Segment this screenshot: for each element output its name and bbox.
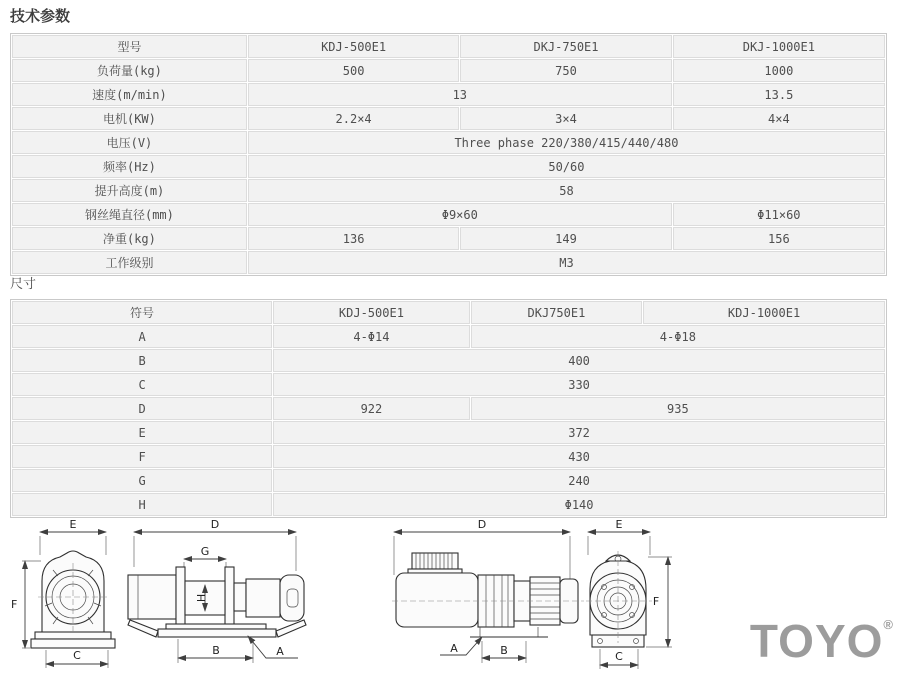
spec-row-speed xyxy=(12,83,885,106)
cell-rope-1: Φ9×60 xyxy=(248,203,672,226)
cell-sym-model-3: KDJ-1000E1 xyxy=(643,301,885,324)
cell-weight-1: 136 xyxy=(248,227,459,250)
row-label: 型号 xyxy=(12,35,247,58)
cell-model-3: DKJ-1000E1 xyxy=(673,35,885,58)
row-label: F xyxy=(12,445,272,468)
dim-label-a2: A xyxy=(450,642,458,655)
cell-rope-2: Φ11×60 xyxy=(673,203,885,226)
cell-lift-height: 58 xyxy=(248,179,885,202)
spec-row-work-class xyxy=(12,251,885,274)
cell-b: 400 xyxy=(273,349,885,372)
dim-label-a: A xyxy=(276,645,284,658)
row-label: 负荷量(kg) xyxy=(12,59,247,82)
dim-label-b2: B xyxy=(500,644,508,657)
row-label: C xyxy=(12,373,272,396)
dim-label-c2: C xyxy=(615,650,623,663)
end-view-right xyxy=(586,518,672,669)
cell-d-2: 935 xyxy=(471,397,885,420)
dim-row-g xyxy=(12,469,885,492)
toyo-logo-text: TOYO xyxy=(749,615,884,667)
row-label: 钢丝绳直径(mm) xyxy=(12,203,247,226)
dim-row-h xyxy=(12,493,885,516)
cell-work-class: M3 xyxy=(248,251,885,274)
spec-row-load xyxy=(12,59,885,82)
cell-model-2: DKJ-750E1 xyxy=(460,35,671,58)
front-view-left xyxy=(11,518,115,668)
cell-load-2: 750 xyxy=(460,59,671,82)
cell-weight-3: 156 xyxy=(673,227,885,250)
row-label: D xyxy=(12,397,272,420)
row-label: 频率(Hz) xyxy=(12,155,247,178)
spec-row-model xyxy=(12,35,885,58)
dim-label-h: H xyxy=(195,593,208,603)
row-label: 电压(V) xyxy=(12,131,247,154)
row-label: 符号 xyxy=(12,301,272,324)
cell-c: 330 xyxy=(273,373,885,396)
dim-label-f: F xyxy=(11,598,18,611)
cell-motor-2: 3×4 xyxy=(460,107,671,130)
dimensions-table xyxy=(10,299,887,518)
dim-label-c: C xyxy=(73,649,81,662)
cell-frequency: 50/60 xyxy=(248,155,885,178)
dim-label-b: B xyxy=(212,644,220,657)
clamp-handle-left xyxy=(128,620,158,637)
dim-row-d xyxy=(12,397,885,420)
cell-weight-2: 149 xyxy=(460,227,671,250)
cell-d-1: 922 xyxy=(273,397,470,420)
row-label: H xyxy=(12,493,272,516)
technical-parameters-table xyxy=(10,33,887,276)
cell-e: 372 xyxy=(273,421,885,444)
dim-row-f xyxy=(12,445,885,468)
spec-row-lift-height xyxy=(12,179,885,202)
cell-sym-model-1: KDJ-500E1 xyxy=(273,301,470,324)
spec-row-rope-diameter xyxy=(12,203,885,226)
dim-row-b xyxy=(12,349,885,372)
cell-a-2: 4-Φ18 xyxy=(471,325,885,348)
row-label: A xyxy=(12,325,272,348)
row-label: 净重(kg) xyxy=(12,227,247,250)
section-title-dimensions: 尺寸 xyxy=(10,277,37,292)
row-label: B xyxy=(12,349,272,372)
cell-g: 240 xyxy=(273,469,885,492)
dim-label-d2: D xyxy=(477,518,487,531)
cell-motor-3: 4×4 xyxy=(673,107,885,130)
dim-row-a xyxy=(12,325,885,348)
row-label: G xyxy=(12,469,272,492)
dim-label-f2: F xyxy=(652,595,660,608)
cell-sym-model-2: DKJ750E1 xyxy=(471,301,642,324)
spec-row-net-weight xyxy=(12,227,885,250)
dim-label-d: D xyxy=(210,518,220,531)
dim-row-symbol xyxy=(12,301,885,324)
row-label: 速度(m/min) xyxy=(12,83,247,106)
dim-label-e: E xyxy=(69,518,77,531)
cell-model-1: KDJ-500E1 xyxy=(248,35,459,58)
dim-label-g: G xyxy=(200,545,210,558)
cell-a-1: 4-Φ14 xyxy=(273,325,470,348)
cell-f: 430 xyxy=(273,445,885,468)
row-label: 电机(KW) xyxy=(12,107,247,130)
cell-load-3: 1000 xyxy=(673,59,885,82)
section-title-technical-parameters: 技术参数 xyxy=(10,7,71,25)
row-label: E xyxy=(12,421,272,444)
clamp-handle-right xyxy=(276,620,306,637)
registered-trademark-icon: ® xyxy=(883,617,893,632)
cell-h: Φ140 xyxy=(273,493,885,516)
cell-motor-1: 2.2×4 xyxy=(248,107,459,130)
cell-speed-1: 13 xyxy=(248,83,672,106)
technical-drawing xyxy=(8,517,740,677)
row-label: 提升高度(m) xyxy=(12,179,247,202)
row-label: 工作级别 xyxy=(12,251,247,274)
spec-row-frequency xyxy=(12,155,885,178)
toyo-logo xyxy=(748,616,893,667)
motor-fin-cap xyxy=(412,553,458,569)
cell-load-1: 500 xyxy=(248,59,459,82)
dim-label-e2: E xyxy=(615,518,623,531)
side-view-left xyxy=(128,518,306,663)
side-view-right xyxy=(392,518,584,663)
cell-speed-2: 13.5 xyxy=(673,83,885,106)
spec-row-motor xyxy=(12,107,885,130)
dim-row-c xyxy=(12,373,885,396)
dim-row-e xyxy=(12,421,885,444)
cell-voltage: Three phase 220/380/415/440/480 xyxy=(248,131,885,154)
spec-row-voltage xyxy=(12,131,885,154)
